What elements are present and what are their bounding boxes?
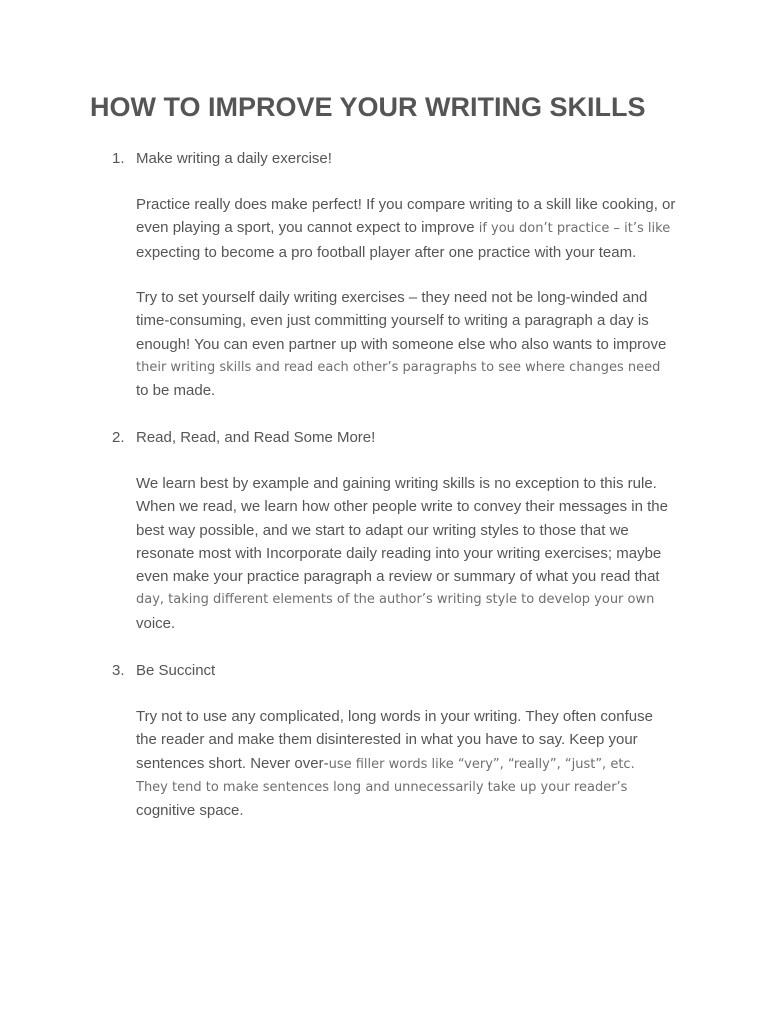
paragraph-line: We learn best by example and gaining writing skills is no exception to this rule. bbox=[136, 475, 657, 492]
paragraph-line: their writing skills and read each other’s paragraphs to see where changes need bbox=[136, 359, 661, 375]
text-run: use filler words like “very”, “really”, “just”, etc. bbox=[328, 756, 635, 772]
text-run: even playing a sport, you cannot expect to improve bbox=[136, 219, 479, 237]
paragraph-line: Try to set yourself daily writing exercises – they need not be long-winded and bbox=[136, 289, 648, 306]
paragraph-line: They tend to make sentences long and unnecessarily take up your reader’s bbox=[136, 779, 628, 795]
paragraph bbox=[136, 705, 696, 822]
page-title: HOW TO IMPROVE YOUR WRITING SKILLS bbox=[90, 92, 646, 122]
paragraph bbox=[136, 286, 696, 402]
paragraph-line: best way possible, and we start to adapt our writing styles to those that we bbox=[136, 521, 629, 539]
paragraph-line: Practice really does make perfect! If you compare writing to a skill like cooking, or bbox=[136, 196, 676, 213]
paragraph-line: to be made. bbox=[136, 382, 216, 400]
paragraph-line: expecting to become a pro football player after one practice with your team. bbox=[136, 243, 637, 261]
list-number: 3. bbox=[112, 662, 125, 679]
list-number: 1. bbox=[112, 150, 125, 167]
paragraph bbox=[136, 472, 696, 635]
paragraph-line: even make your practice paragraph a review or summary of what you read that bbox=[136, 568, 660, 586]
paragraph-line: enough! You can even partner up with someone else who also wants to improve bbox=[136, 335, 667, 353]
paragraph bbox=[136, 193, 696, 264]
section-heading: Read, Read, and Read Some More! bbox=[136, 429, 376, 446]
paragraph-line bbox=[136, 752, 696, 776]
paragraph-line: time-consuming, even just committing yourself to writing a paragraph a day is bbox=[136, 312, 649, 330]
paragraph-line: day, taking different elements of the author’s writing style to develop your own bbox=[136, 592, 655, 608]
text-run: if you don’t practice – it’s like bbox=[478, 221, 671, 237]
list-number: 2. bbox=[112, 429, 125, 446]
section-heading: Be Succinct bbox=[136, 662, 216, 679]
paragraph-line: Try not to use any complicated, long words in your writing. They often confuse bbox=[136, 708, 653, 725]
paragraph-line: When we read, we learn how other people write to convey their messages in the bbox=[136, 498, 668, 516]
paragraph-line: cognitive space. bbox=[136, 802, 244, 820]
paragraph-line: voice. bbox=[136, 614, 176, 632]
text-run: sentences short. Never over- bbox=[136, 754, 329, 772]
paragraph-line: resonate most with Incorporate daily reading into your writing exercises; maybe bbox=[136, 544, 662, 562]
section-heading: Make writing a daily exercise! bbox=[136, 150, 332, 167]
paragraph-line bbox=[136, 216, 696, 240]
paragraph-line: the reader and make them disinterested in what you have to say. Keep your bbox=[136, 731, 638, 749]
